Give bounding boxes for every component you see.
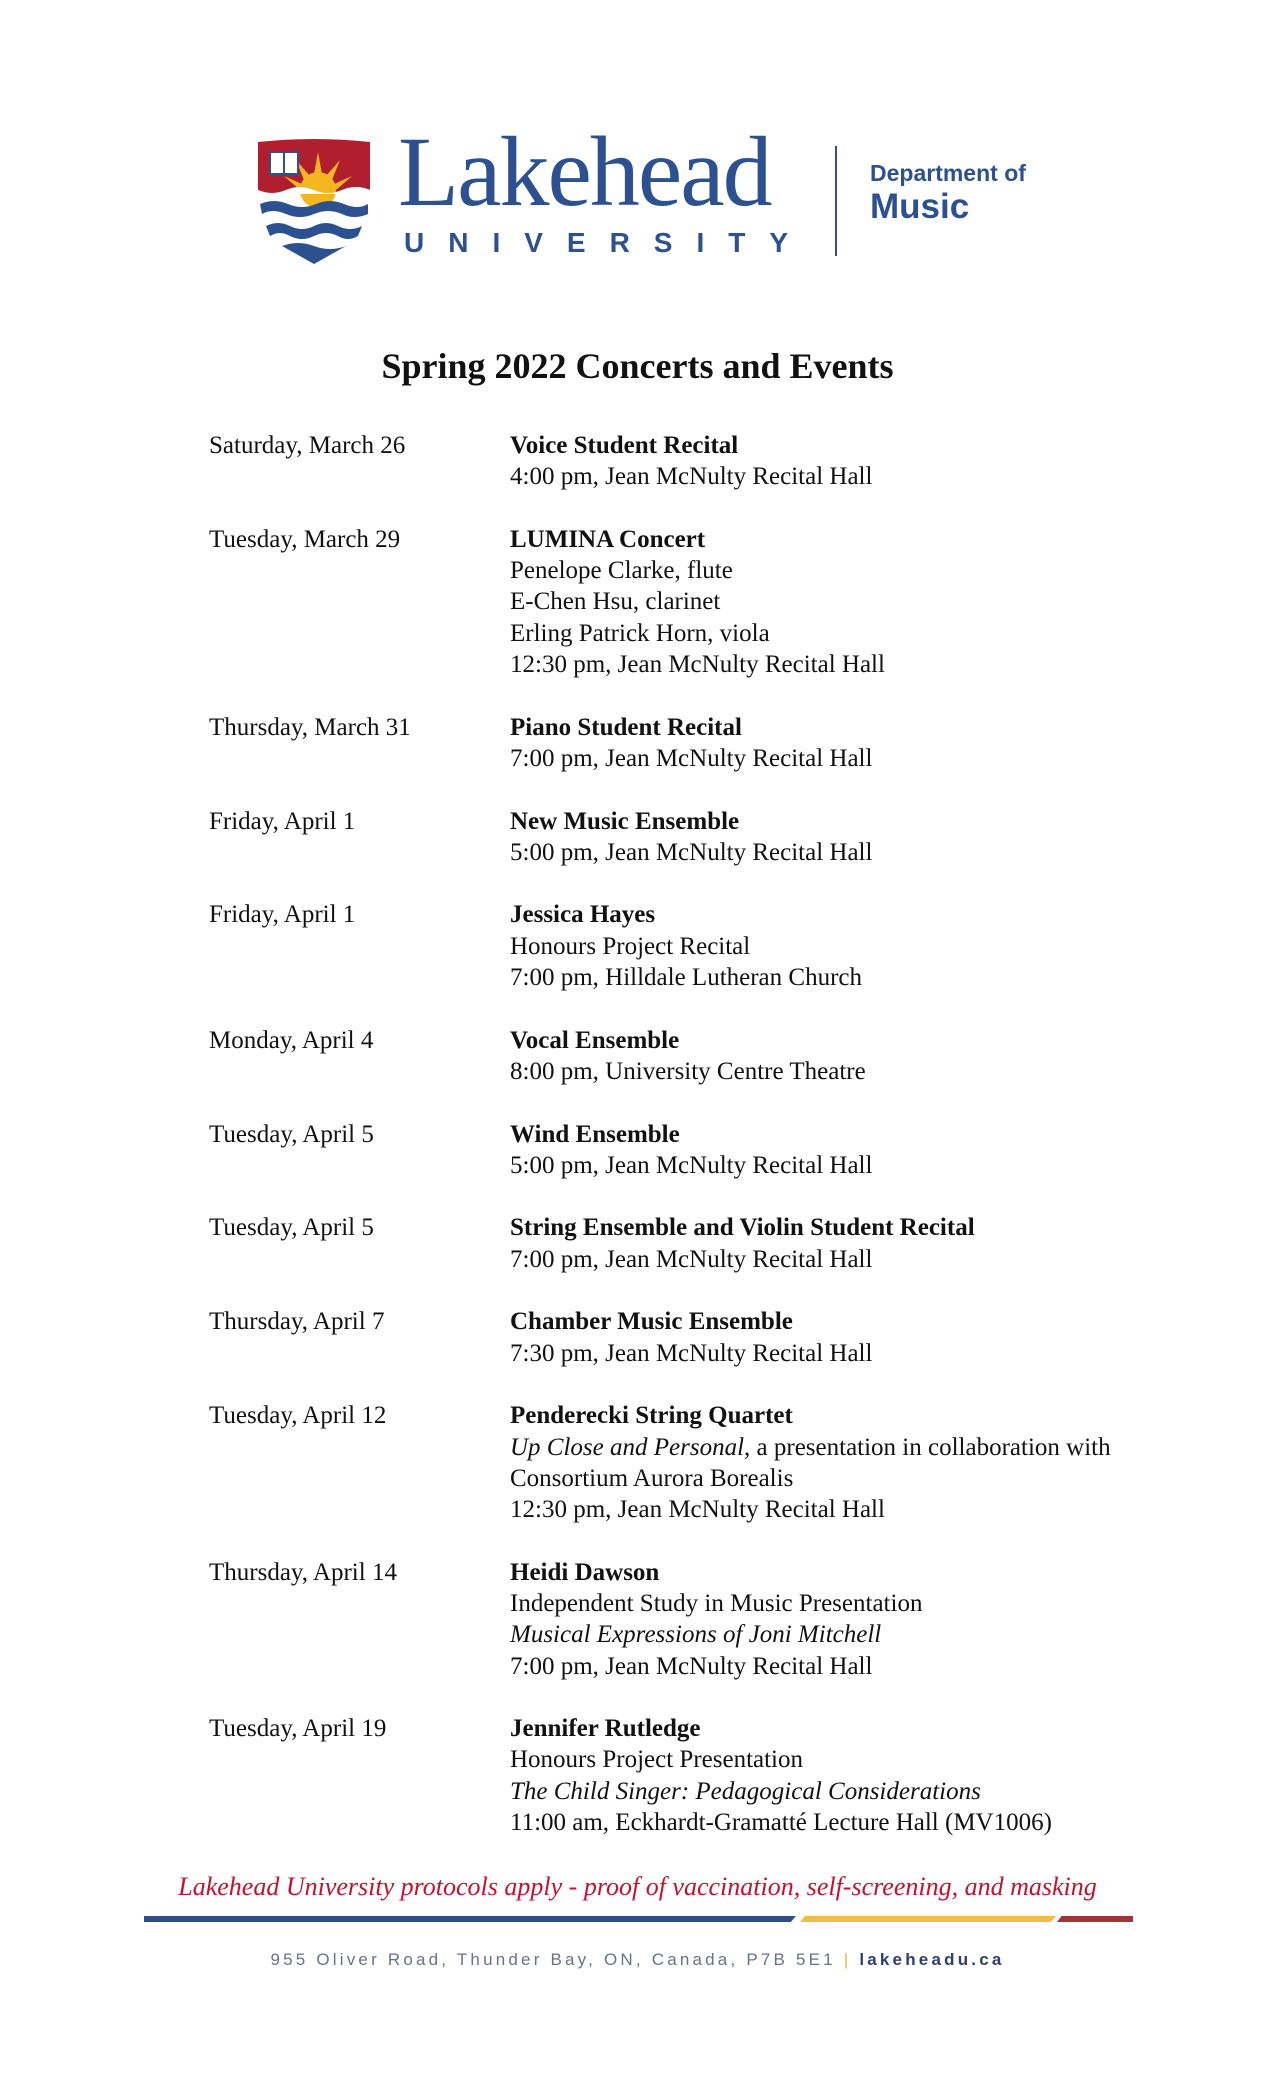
event-detail-line (510, 743, 872, 774)
event-details (510, 712, 872, 775)
event-details (510, 899, 862, 993)
event-detail-line (510, 1432, 1111, 1463)
event-date: Saturday, March 26 (209, 432, 406, 459)
event-detail-line (510, 962, 862, 993)
logo-subtext: UNIVERSITY (404, 227, 813, 258)
event-row (209, 1400, 1269, 1525)
event-detail-line (510, 1494, 1111, 1525)
event-detail-line (510, 586, 885, 617)
event-detail-text: Honours Project Recital (510, 932, 751, 960)
event-name: New Music Ensemble (510, 807, 740, 835)
event-work-title: The Child Singer: Pedagogical Considerations (510, 1777, 981, 1805)
event-details (510, 1400, 1111, 1525)
event-detail-text: 12:30 pm, Jean McNulty Recital Hall (510, 651, 885, 679)
event-name: Jessica Hayes (510, 901, 656, 929)
event-detail-text: 7:00 pm, Hilldale Lutheran Church (510, 964, 863, 992)
department-name: Music (870, 187, 970, 226)
event-details (510, 1557, 922, 1682)
event-detail-line (510, 931, 862, 962)
event-details (510, 1212, 975, 1275)
event-date: Thursday, March 31 (209, 713, 411, 741)
event-detail-text: E-Chen Hsu, clarinet (510, 588, 721, 616)
event-name: String Ensemble and Violin Student Recital (510, 1214, 975, 1242)
event-date: Tuesday, April 5 (209, 1120, 374, 1148)
event-work-title: Up Close and Personal (510, 1433, 745, 1461)
event-name: LUMINA Concert (510, 525, 706, 553)
event-row (209, 524, 1269, 680)
event-detail-text: 7:00 pm, Jean McNulty Recital Hall (510, 1652, 873, 1680)
event-detail-line (510, 1150, 872, 1181)
event-row (209, 430, 1269, 493)
event-date: Tuesday, March 29 (209, 525, 401, 553)
event-detail-text: Penelope Clarke, flute (510, 557, 733, 585)
department-label: Department of (870, 160, 1026, 186)
event-row (209, 1557, 1269, 1682)
event-detail-text: 5:00 pm, Jean McNulty Recital Hall (510, 1151, 873, 1179)
event-work-title: Musical Expressions of Joni Mitchell (510, 1621, 882, 1649)
event-detail-line (510, 837, 872, 868)
event-date: Tuesday, April 19 (209, 1715, 387, 1743)
event-date: Thursday, April 14 (209, 1558, 397, 1586)
event-details (510, 806, 872, 869)
event-date: Friday, April 1 (209, 901, 356, 929)
event-detail-text: 11:00 am, Eckhardt-Gramatté Lecture Hall (MV1006) (510, 1809, 1052, 1837)
event-row (209, 806, 1269, 869)
event-detail-text: Honours Project Presentation (510, 1746, 804, 1774)
event-detail-text: 7:30 pm, Jean McNulty Recital Hall (510, 1339, 873, 1367)
event-detail-line (510, 1463, 1111, 1494)
event-name: Chamber Music Ensemble (510, 1308, 793, 1336)
separator: | (843, 1950, 852, 1969)
event-date: Monday, April 4 (209, 1026, 374, 1054)
event-details (510, 1713, 1052, 1838)
footer-bar-red (1057, 1916, 1133, 1922)
event-list (209, 430, 1269, 1870)
event-row (209, 1119, 1269, 1182)
address-text: 955 Oliver Road, Thunder Bay, ON, Canada, P7B 5E1 (270, 1950, 836, 1969)
event-detail-line (510, 649, 885, 680)
event-row (209, 712, 1269, 775)
event-name: Voice Student Recital (510, 432, 739, 459)
shield-icon (256, 138, 376, 266)
event-name: Heidi Dawson (510, 1558, 660, 1586)
event-name: Wind Ensemble (510, 1120, 680, 1148)
event-detail-text: Erling Patrick Horn, viola (510, 619, 770, 647)
event-date: Tuesday, April 12 (209, 1402, 387, 1430)
event-detail-line (510, 555, 885, 586)
event-details (510, 1306, 872, 1369)
event-name: Jennifer Rutledge (510, 1715, 701, 1743)
event-detail-line (510, 461, 872, 492)
protocol-notice: Lakehead University protocols apply - proof of vaccination, self-screening, and masking (178, 1872, 1097, 1901)
event-detail-line (510, 1776, 1052, 1807)
logo-wordmark: Lakehead (398, 116, 771, 227)
event-details (510, 1119, 872, 1182)
event-name: Vocal Ensemble (510, 1026, 680, 1054)
event-detail-text: 5:00 pm, Jean McNulty Recital Hall (510, 838, 873, 866)
event-detail-line (510, 1056, 866, 1087)
page-title: Spring 2022 Concerts and Events (381, 346, 894, 386)
event-detail-line (510, 1244, 975, 1275)
event-row (209, 1212, 1269, 1275)
event-detail-text: Consortium Aurora Borealis (510, 1464, 794, 1492)
footer-bar-gold (800, 1916, 1056, 1922)
event-name: Piano Student Recital (510, 713, 742, 741)
event-name: Penderecki String Quartet (510, 1402, 793, 1430)
event-detail-text: 12:30 pm, Jean McNulty Recital Hall (510, 1496, 885, 1524)
event-row (209, 1025, 1269, 1088)
event-detail-text: 4:00 pm, Jean McNulty Recital Hall (510, 463, 873, 491)
event-detail-text: Independent Study in Music Presentation (510, 1589, 923, 1617)
event-detail-line (510, 1651, 922, 1682)
event-detail-line (510, 1588, 922, 1619)
event-detail-text: 7:00 pm, Jean McNulty Recital Hall (510, 744, 873, 772)
event-detail-text: 7:00 pm, Jean McNulty Recital Hall (510, 1245, 873, 1273)
logo-divider (835, 146, 837, 256)
event-detail-line (510, 1338, 872, 1369)
event-detail-line (510, 1744, 1052, 1775)
event-detail-line (510, 1807, 1052, 1838)
footer-address (0, 1950, 1275, 1970)
event-row (209, 1713, 1269, 1838)
event-date: Thursday, April 7 (209, 1308, 385, 1336)
event-date: Friday, April 1 (209, 807, 356, 835)
event-detail-text: , a presentation in collaboration with (744, 1433, 1111, 1461)
event-row (209, 1306, 1269, 1369)
event-details (510, 524, 885, 680)
website-link[interactable]: lakeheadu.ca (859, 1950, 1005, 1969)
event-detail-line (510, 618, 885, 649)
footer-bar-blue (144, 1916, 796, 1922)
event-row (209, 899, 1269, 993)
event-details (510, 1025, 866, 1088)
event-date: Tuesday, April 5 (209, 1214, 374, 1242)
event-detail-line (510, 1619, 922, 1650)
event-details (510, 430, 872, 493)
event-detail-text: 8:00 pm, University Centre Theatre (510, 1057, 866, 1085)
